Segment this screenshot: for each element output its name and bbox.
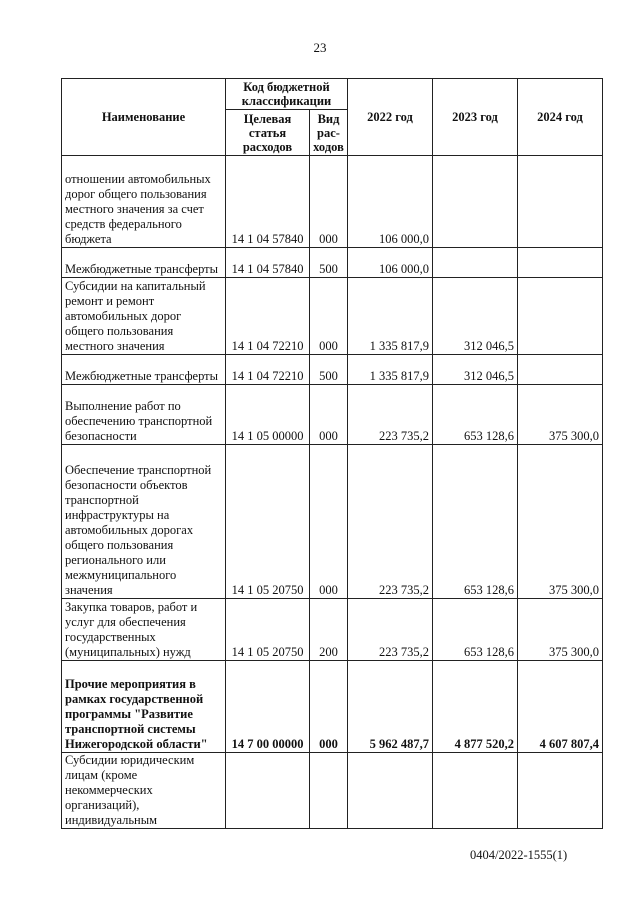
header-2022: 2022 год [348, 79, 433, 156]
row-value-2022: 5 962 487,7 [348, 661, 433, 753]
row-value-2022: 223 735,2 [348, 599, 433, 661]
header-2023: 2023 год [433, 79, 518, 156]
row-value-2023: 312 046,5 [433, 355, 518, 385]
row-expense-kind: 000 [310, 445, 348, 599]
row-value-2024 [518, 248, 603, 278]
row-expense-kind: 000 [310, 156, 348, 248]
row-target-code: 14 1 04 57840 [226, 248, 310, 278]
row-name: Субсидии юридическим лицам (кроме некоммерческих организаций), индивидуальным [62, 753, 226, 829]
row-target-code: 14 1 05 20750 [226, 599, 310, 661]
row-value-2022: 106 000,0 [348, 156, 433, 248]
row-value-2023: 653 128,6 [433, 445, 518, 599]
row-name: Субсидии на капитальный ремонт и ремонт автомобильных дорог общего пользования местного значения [62, 278, 226, 355]
row-value-2024 [518, 156, 603, 248]
row-expense-kind: 200 [310, 599, 348, 661]
document-number: 0404/2022-1555(1) [470, 848, 568, 862]
table-row [62, 385, 603, 445]
row-expense-kind: 500 [310, 355, 348, 385]
row-target-code: 14 1 05 00000 [226, 385, 310, 445]
row-name: Закупка товаров, работ и услуг для обеспечения государственных (муниципальных) нужд [62, 599, 226, 661]
row-value-2024: 375 300,0 [518, 599, 603, 661]
table-row [62, 661, 603, 753]
row-value-2022: 223 735,2 [348, 385, 433, 445]
row-value-2023 [433, 753, 518, 829]
row-target-code: 14 1 04 57840 [226, 156, 310, 248]
row-name: Межбюджетные трансферты [62, 248, 226, 278]
table-row [62, 599, 603, 661]
row-value-2023: 312 046,5 [433, 278, 518, 355]
table-row [62, 248, 603, 278]
row-expense-kind: 500 [310, 248, 348, 278]
row-value-2024: 375 300,0 [518, 385, 603, 445]
row-value-2022: 106 000,0 [348, 248, 433, 278]
row-expense-kind: 000 [310, 661, 348, 753]
row-target-code [226, 753, 310, 829]
row-name: Обеспечение транспортной безопасности объектов транспортной инфраструктуры на автомобильных дорогах общего пользования регионального или межмуниципального значения [62, 445, 226, 599]
header-name: Наименование [62, 79, 226, 156]
row-expense-kind [310, 753, 348, 829]
row-name: Межбюджетные трансферты [62, 355, 226, 385]
row-value-2023 [433, 248, 518, 278]
table-row [62, 278, 603, 355]
row-target-code: 14 7 00 00000 [226, 661, 310, 753]
page-number: 23 [313, 40, 327, 55]
row-value-2024 [518, 753, 603, 829]
row-target-code: 14 1 04 72210 [226, 278, 310, 355]
header-code-kind: Вид рас-ходов [310, 110, 348, 156]
row-target-code: 14 1 05 20750 [226, 445, 310, 599]
row-expense-kind: 000 [310, 278, 348, 355]
row-value-2024 [518, 355, 603, 385]
row-name: отношении автомобильных дорог общего пользования местного значения за счет средств федерального бюджета [62, 156, 226, 248]
row-target-code: 14 1 04 72210 [226, 355, 310, 385]
table-row [62, 753, 603, 829]
header-code-target: Целевая статья расходов [226, 110, 310, 156]
row-name: Выполнение работ по обеспечению транспортной безопасности [62, 385, 226, 445]
table-row [62, 445, 603, 599]
row-value-2022: 1 335 817,9 [348, 278, 433, 355]
row-value-2023 [433, 156, 518, 248]
row-value-2022: 223 735,2 [348, 445, 433, 599]
row-expense-kind: 000 [310, 385, 348, 445]
table-row [62, 355, 603, 385]
row-name: Прочие мероприятия в рамках государственной программы "Развитие транспортной системы Нижегородской области" [62, 661, 226, 753]
row-value-2023: 653 128,6 [433, 599, 518, 661]
row-value-2024: 375 300,0 [518, 445, 603, 599]
header-code-group: Код бюджетной классификации [226, 79, 348, 110]
budget-table [61, 78, 603, 829]
table-row [62, 156, 603, 248]
row-value-2023: 4 877 520,2 [433, 661, 518, 753]
row-value-2022: 1 335 817,9 [348, 355, 433, 385]
row-value-2024: 4 607 807,4 [518, 661, 603, 753]
header-2024: 2024 год [518, 79, 603, 156]
row-value-2024 [518, 278, 603, 355]
row-value-2023: 653 128,6 [433, 385, 518, 445]
row-value-2022 [348, 753, 433, 829]
